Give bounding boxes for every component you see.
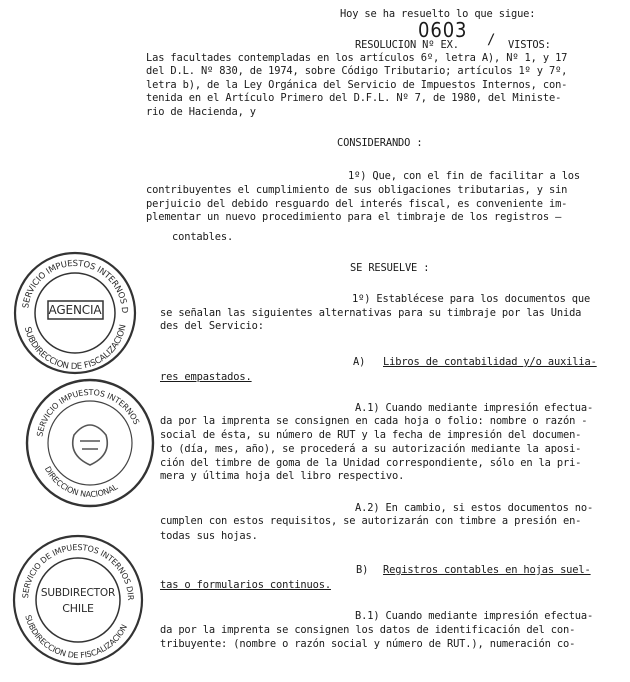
svg-text:SERVICIO IMPUESTOS INTERNOS DI: SERVICIO IMPUESTOS INTERNOS DIRECCION NACIONAL xyxy=(6,241,130,314)
section-b-title: tas o formularios continuos. xyxy=(160,579,331,591)
stamp-round-seal xyxy=(22,375,158,511)
svg-text:SERVICIO DE IMPUESTOS INTERNOS: SERVICIO DE IMPUESTOS INTERNOS DIRECCION NACIONAL xyxy=(4,523,136,601)
resuelve-line: 1º) Establécese para los documentos que xyxy=(352,293,591,305)
a1-line: da por la imprenta se consignen en cada hoja o folio: nombre o razón - xyxy=(160,415,588,427)
considerando-line: contables. xyxy=(172,231,234,243)
a2-line: todas sus hojas. xyxy=(160,530,258,542)
vistos-label: VISTOS: xyxy=(508,39,551,51)
b1-line: da por la imprenta se consignen los datos de identificación del con- xyxy=(160,624,576,636)
considerando-heading: CONSIDERANDO : xyxy=(337,137,423,149)
a2-line: cumplen con estos requisitos, se autorizarán con timbre a presión en- xyxy=(160,515,582,527)
a1-line: social de ésta, su número de RUT y la fecha de impresión del documen- xyxy=(160,429,582,441)
vistos-line: del D.L. Nº 830, de 1974, sobre Código Tributario; artículos 1º y 7º, xyxy=(146,65,568,77)
vistos-line: rio de Hacienda, y xyxy=(146,106,256,118)
section-a-label: A) xyxy=(353,356,366,368)
svg-text:SUBDIRECTOR: SUBDIRECTOR xyxy=(40,587,116,599)
intro-line: Hoy se ha resuelto lo que sigue: xyxy=(340,8,536,20)
resolucion-number: 0603 xyxy=(418,18,468,42)
section-a-title: Libros de contabilidad y/o auxilia- xyxy=(383,356,597,368)
vistos-line: Las facultades contempladas en los artículos 6º, letra A), Nº 1, y 17 xyxy=(146,52,568,64)
resuelve-heading: SE RESUELVE : xyxy=(350,262,430,274)
considerando-line: plementar un nuevo procedimiento para el timbraje de los registros — xyxy=(146,211,562,223)
section-b-title: Registros contables en hojas suel- xyxy=(383,564,591,576)
considerando-line: contribuyentes el cumplimiento de sus obligaciones tributarias, y sin xyxy=(146,184,568,196)
a2-line: A.2) En cambio, si estos documentos no- xyxy=(355,502,594,514)
section-b-label: B) xyxy=(356,564,369,576)
svg-text:SERVICIO IMPUESTOS INTERNOS: SERVICIO IMPUESTOS INTERNOS xyxy=(35,387,141,438)
b1-line: tribuyente: (nombre o razón social y número de RUT.), numeración co- xyxy=(160,638,576,650)
a1-line: A.1) Cuando mediante impresión efectua- xyxy=(355,402,594,414)
resuelve-line: se señalan las siguientes alternativas para su timbraje por las Unida xyxy=(160,307,582,319)
resolucion-slash: / xyxy=(487,32,496,48)
vistos-line: letra b), de la Ley Orgánica del Servicio de Impuestos Internos, con- xyxy=(146,79,568,91)
a1-line: mera y última hoja del libro respectivo. xyxy=(160,470,405,482)
svg-text:AGENCIA: AGENCIA xyxy=(48,303,102,317)
a1-line: ción del timbre de goma de la Unidad correspondiente, sólo en la pri- xyxy=(160,457,582,469)
vistos-line: tenida en el Artículo Primero del D.F.L. Nº 7, de 1980, del Ministe- xyxy=(146,92,562,104)
svg-text:SUBDIRECCION DE FISCALIZACION: SUBDIRECCION DE FISCALIZACION xyxy=(21,323,129,373)
svg-text:CHILE: CHILE xyxy=(62,602,94,615)
resolucion-prefix: RESOLUCION Nº EX. xyxy=(355,39,459,51)
stamp-agencia-seal xyxy=(6,241,140,378)
a1-line: to (día, mes, año), se procederá a su autorización mediante la aposi- xyxy=(160,443,582,455)
resuelve-line: des del Servicio: xyxy=(160,320,264,332)
svg-text:SUBDIRECCION DE FISCALIZACION: SUBDIRECCION DE FISCALIZACION xyxy=(23,613,130,661)
stamp-subdirector-seal xyxy=(4,523,148,670)
section-a-title: res empastados. xyxy=(160,371,252,383)
svg-text:DIRECCION NACIONAL: DIRECCION NACIONAL xyxy=(42,464,120,500)
b1-line: B.1) Cuando mediante impresión efectua- xyxy=(355,610,594,622)
considerando-line: perjuicio del debido resguardo del interés fiscal, es conveniente im- xyxy=(146,198,568,210)
considerando-line: 1º) Que, con el fin de facilitar a los xyxy=(348,170,581,182)
